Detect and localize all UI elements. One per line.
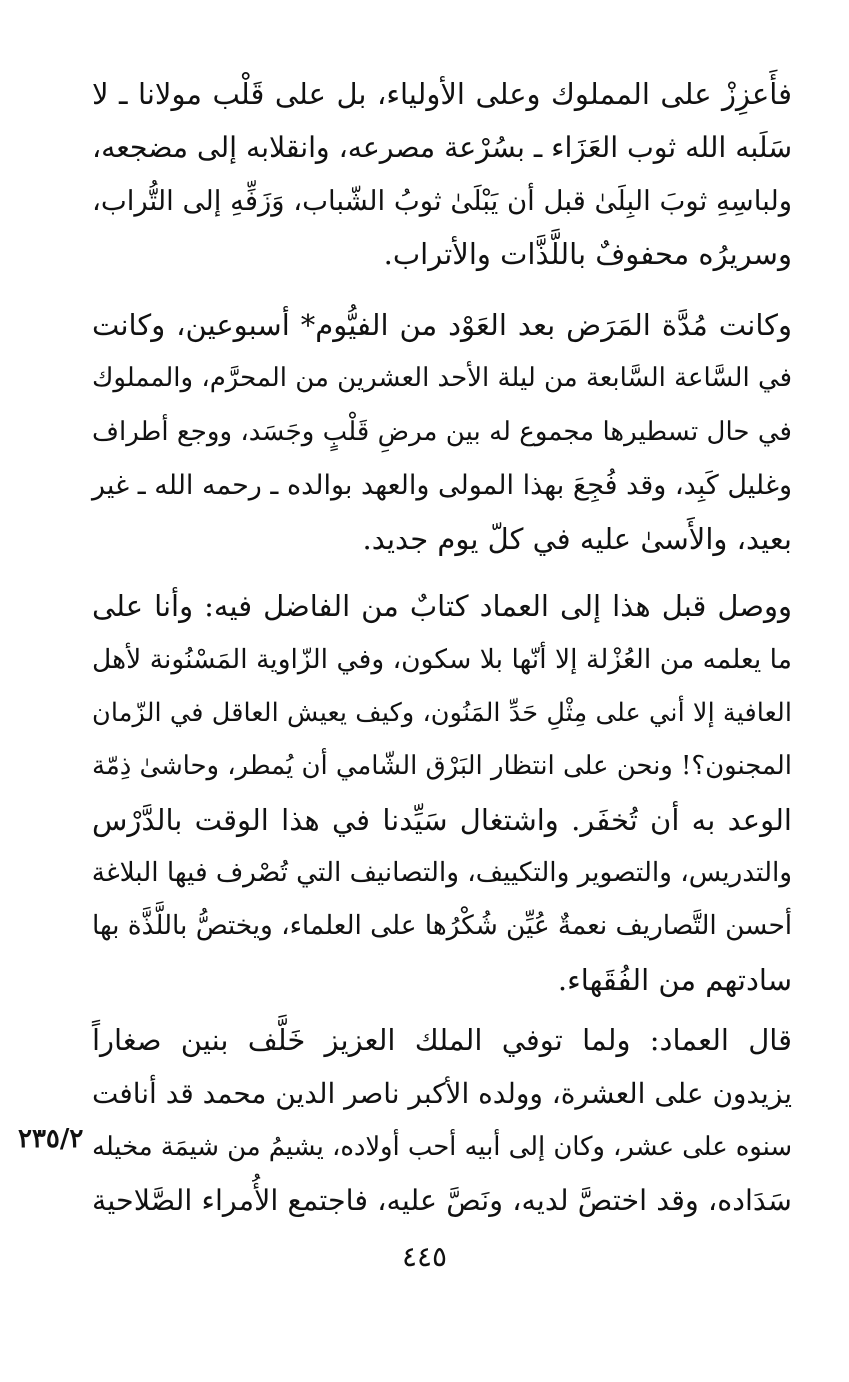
text-line: والتدريس، والتصوير والتكييف، والتصانيف التي تُصْرف فيها البلاغة (91, 858, 792, 889)
text-line: الوعد به أن تُخفَر. واشتغال سَيِّدنا في هذا الوقت بالدَّرْس (92, 802, 792, 837)
text-line: وغليل كَبِد، وقد فُجِعَ بهذا المولى والعهد بوالده ـ رحمه الله ـ غير (92, 470, 792, 502)
text-line: في حال تسطيرها مجموع له بين مرضِ قَلْبٍ وجَسَد، ووجع أطراف (92, 416, 792, 447)
text-line: قال العماد: ولما توفي الملك العزيز خَلَّف بنين صغاراً (92, 1023, 792, 1057)
text-line: العافية إلا أني على مِثْلِ حَدِّ المَنُون، وكيف يعيش العاقل في الزّمان (92, 697, 792, 728)
paragraph-2 (92, 299, 792, 566)
text-line: يزيدون على العشرة، وولده الأكبر ناصر الدين محمد قد أنافت (92, 1077, 792, 1111)
paragraph-1 (92, 68, 792, 282)
text-line: سَدَاده، وقد اختصَّ لديه، ونَصَّ عليه، فاجتمع الأُمراء الصَّلاحية (92, 1183, 792, 1218)
text-line: بعيد، والأَسىٰ عليه في كلّ يوم جديد. (362, 521, 792, 556)
margin-reference-note: ٢٣٥/٢ (18, 1124, 84, 1154)
text-line: ولباسِهِ ثوبَ البِلَىٰ قبل أن يَبْلَىٰ ثوبُ الشّباب، وَزَفِّهِ إلى التُّراب، (92, 185, 792, 217)
text-line: ما يعلمه من العُزْلة إلا أنّها بلا سكون، وفي الزّاوية المَسْنُونة لأهل (92, 644, 792, 676)
text-line: وسريرُه محفوفٌ باللَّذَّات والأتراب. (383, 237, 792, 272)
text-line: ووصل قبل هذا إلى العماد كتابٌ من الفاضل فيه: وأنا على (92, 589, 792, 623)
text-line: وكانت مُدَّة المَرَض بعد العَوْد من الفيُّوم* أسبوعين، وكانت (92, 308, 792, 342)
paragraph-3 (92, 580, 792, 1007)
text-line: سادتهم من الفُقَهاء. (557, 962, 792, 997)
page-number: ٤٤٥ (401, 1240, 448, 1273)
text-line: المجنون؟! ونحن على انتظار البَرْق الشّامي أن يُمطر، وحاشىٰ ذِمّة (92, 751, 792, 782)
text-line: أحسن التَّصاريف نعمةٌ عُيِّن شُكْرُها على العلماء، ويختصُّ باللَّذَّة بها (92, 911, 792, 942)
paragraph-4 (92, 1014, 792, 1228)
text-line: سنوه على عشر، وكان إلى أبيه أحب أولاده، يشيمُ من شيمَة مخيله (92, 1131, 792, 1162)
text-line: فأَعزِزْ على المملوك وعلى الأولياء، بل على قَلْب مولانا ـ لا (92, 77, 792, 111)
text-line: سَلَبه الله ثوب العَزَاء ـ بسُرْعة مصرعه، وانقلابه إلى مضجعه، (91, 131, 792, 165)
text-line: في السَّاعة السَّابعة من ليلة الأحد العشرين من المحرَّم، والمملوك (92, 363, 792, 394)
